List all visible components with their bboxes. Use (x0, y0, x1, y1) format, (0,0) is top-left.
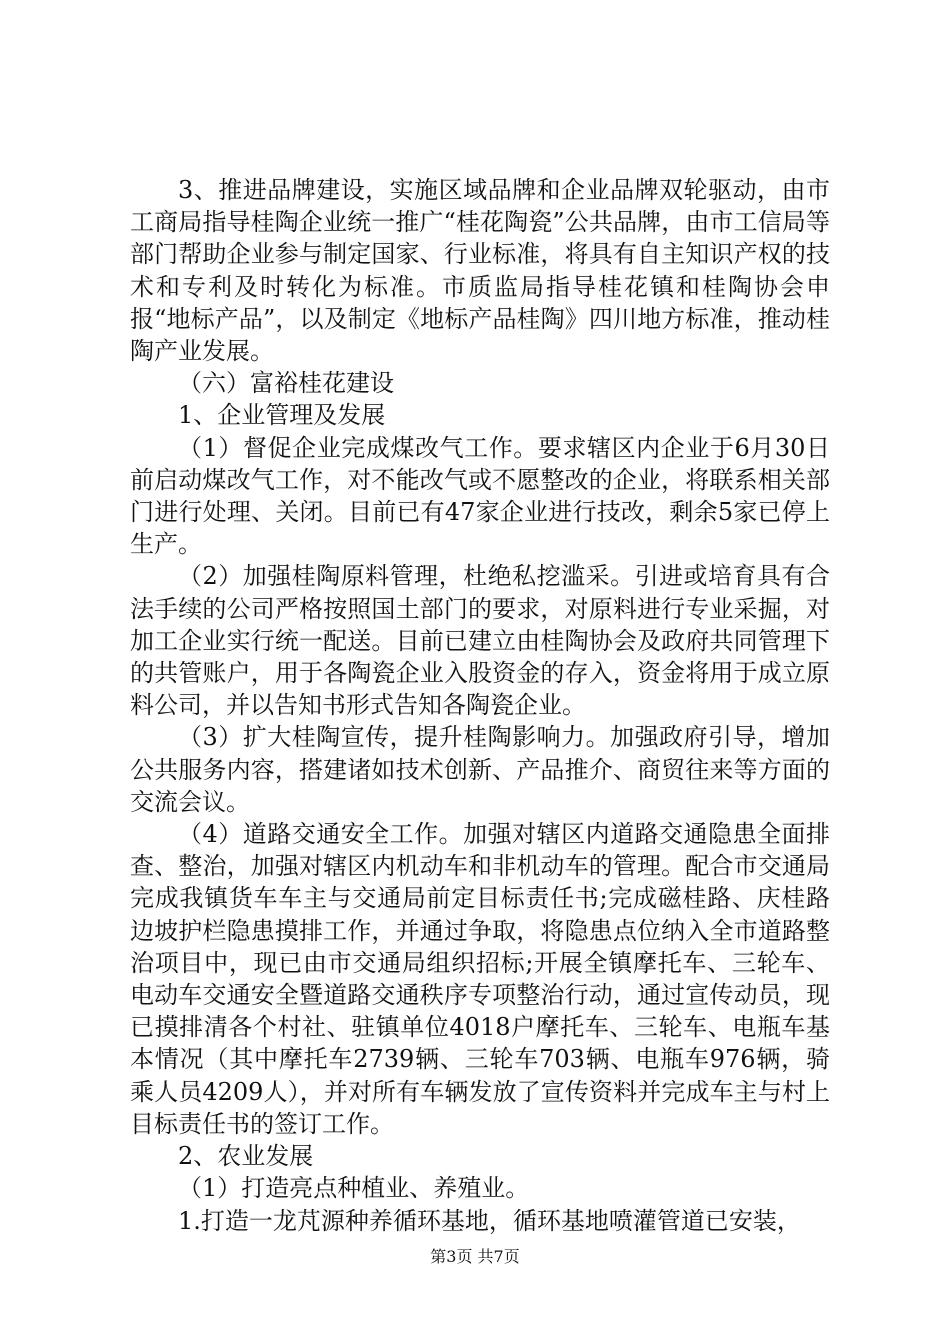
document-body (130, 174, 830, 1237)
paragraph-road-traffic-safety: （4）道路交通安全工作。加强对辖区内道路交通隐患全面排查、整治，加强对辖区内机动车和非机动车的管理。配合市交通局完成我镇货车车主与交通局前定目标责任书;完成磁桂路、庆桂路边坡护栏隐患摸排工作，并通过争取，将隐患点位纳入全市道路整治项目中，现已由市交通局组织招标;开展全镇摩托车、三轮车、电动车交通安全暨道路交通秩序专项整治行动，通过宣传动员，现已摸排清各个村社、驻镇单位4018户摩托车、三轮车、电瓶车基本情况（其中摩托车2739辆、三轮车703辆、电瓶车976辆，骑乘人员4209人），并对所有车辆发放了宣传资料并完成车主与村上目标责任书的签订工作。 (130, 820, 830, 1138)
paragraph-planting-breeding: （1）打造亮点种植业、养殖业。 (178, 1174, 530, 1203)
paragraph-brand-building: 3、推进品牌建设，实施区域品牌和企业品牌双轮驱动，由市工商局指导桂陶企业统一推广“桂花陶瓷”公共品牌，由市工信局等部门帮助企业参与制定国家、行业标准，将具有自主知识产权的技术和专利及时转化为标准。市质监局指导桂花镇和桂陶协会申报“地标产品”，以及制定《地标产品桂陶》四川地方标准，推动桂陶产业发展。 (130, 176, 830, 366)
paragraph-circular-base: 1.打造一龙芃源种养循环基地，循环基地喷灌管道已安装， (178, 1206, 801, 1235)
paragraph-publicity: （3）扩大桂陶宣传，提升桂陶影响力。加强政府引导，增加公共服务内容，搭建诸如技术创新、产品推介、商贸往来等方面的交流会议。 (130, 723, 830, 816)
paragraph-coal-to-gas: （1）督促企业完成煤改气工作。要求辖区内企业于6月30日前启动煤改气工作，对不能改气或不愿整改的企业，将联系相关部门进行处理、关闭。目前已有47家企业进行技改，剩余5家已停上生产。 (130, 433, 830, 559)
page-number-footer: 第3页 共7页 (430, 1247, 520, 1266)
subheading-agriculture: 2、农业发展 (178, 1142, 314, 1171)
section-heading-prosperous-guihua: （六）富裕桂花建设 (178, 369, 394, 398)
paragraph-raw-material-management: （2）加强桂陶原料管理，杜绝私挖滥采。引进或培育具有合法手续的公司严格按照国土部门的要求，对原料进行专业采掘，对加工企业实行统一配送。目前已建立由桂陶协会及政府共同管理下的共管账户，用于各陶瓷企业入股资金的存入，资金将用于成立原料公司，并以告知书形式告知各陶瓷企业。 (130, 562, 830, 720)
subheading-enterprise-management: 1、企业管理及发展 (178, 401, 386, 430)
